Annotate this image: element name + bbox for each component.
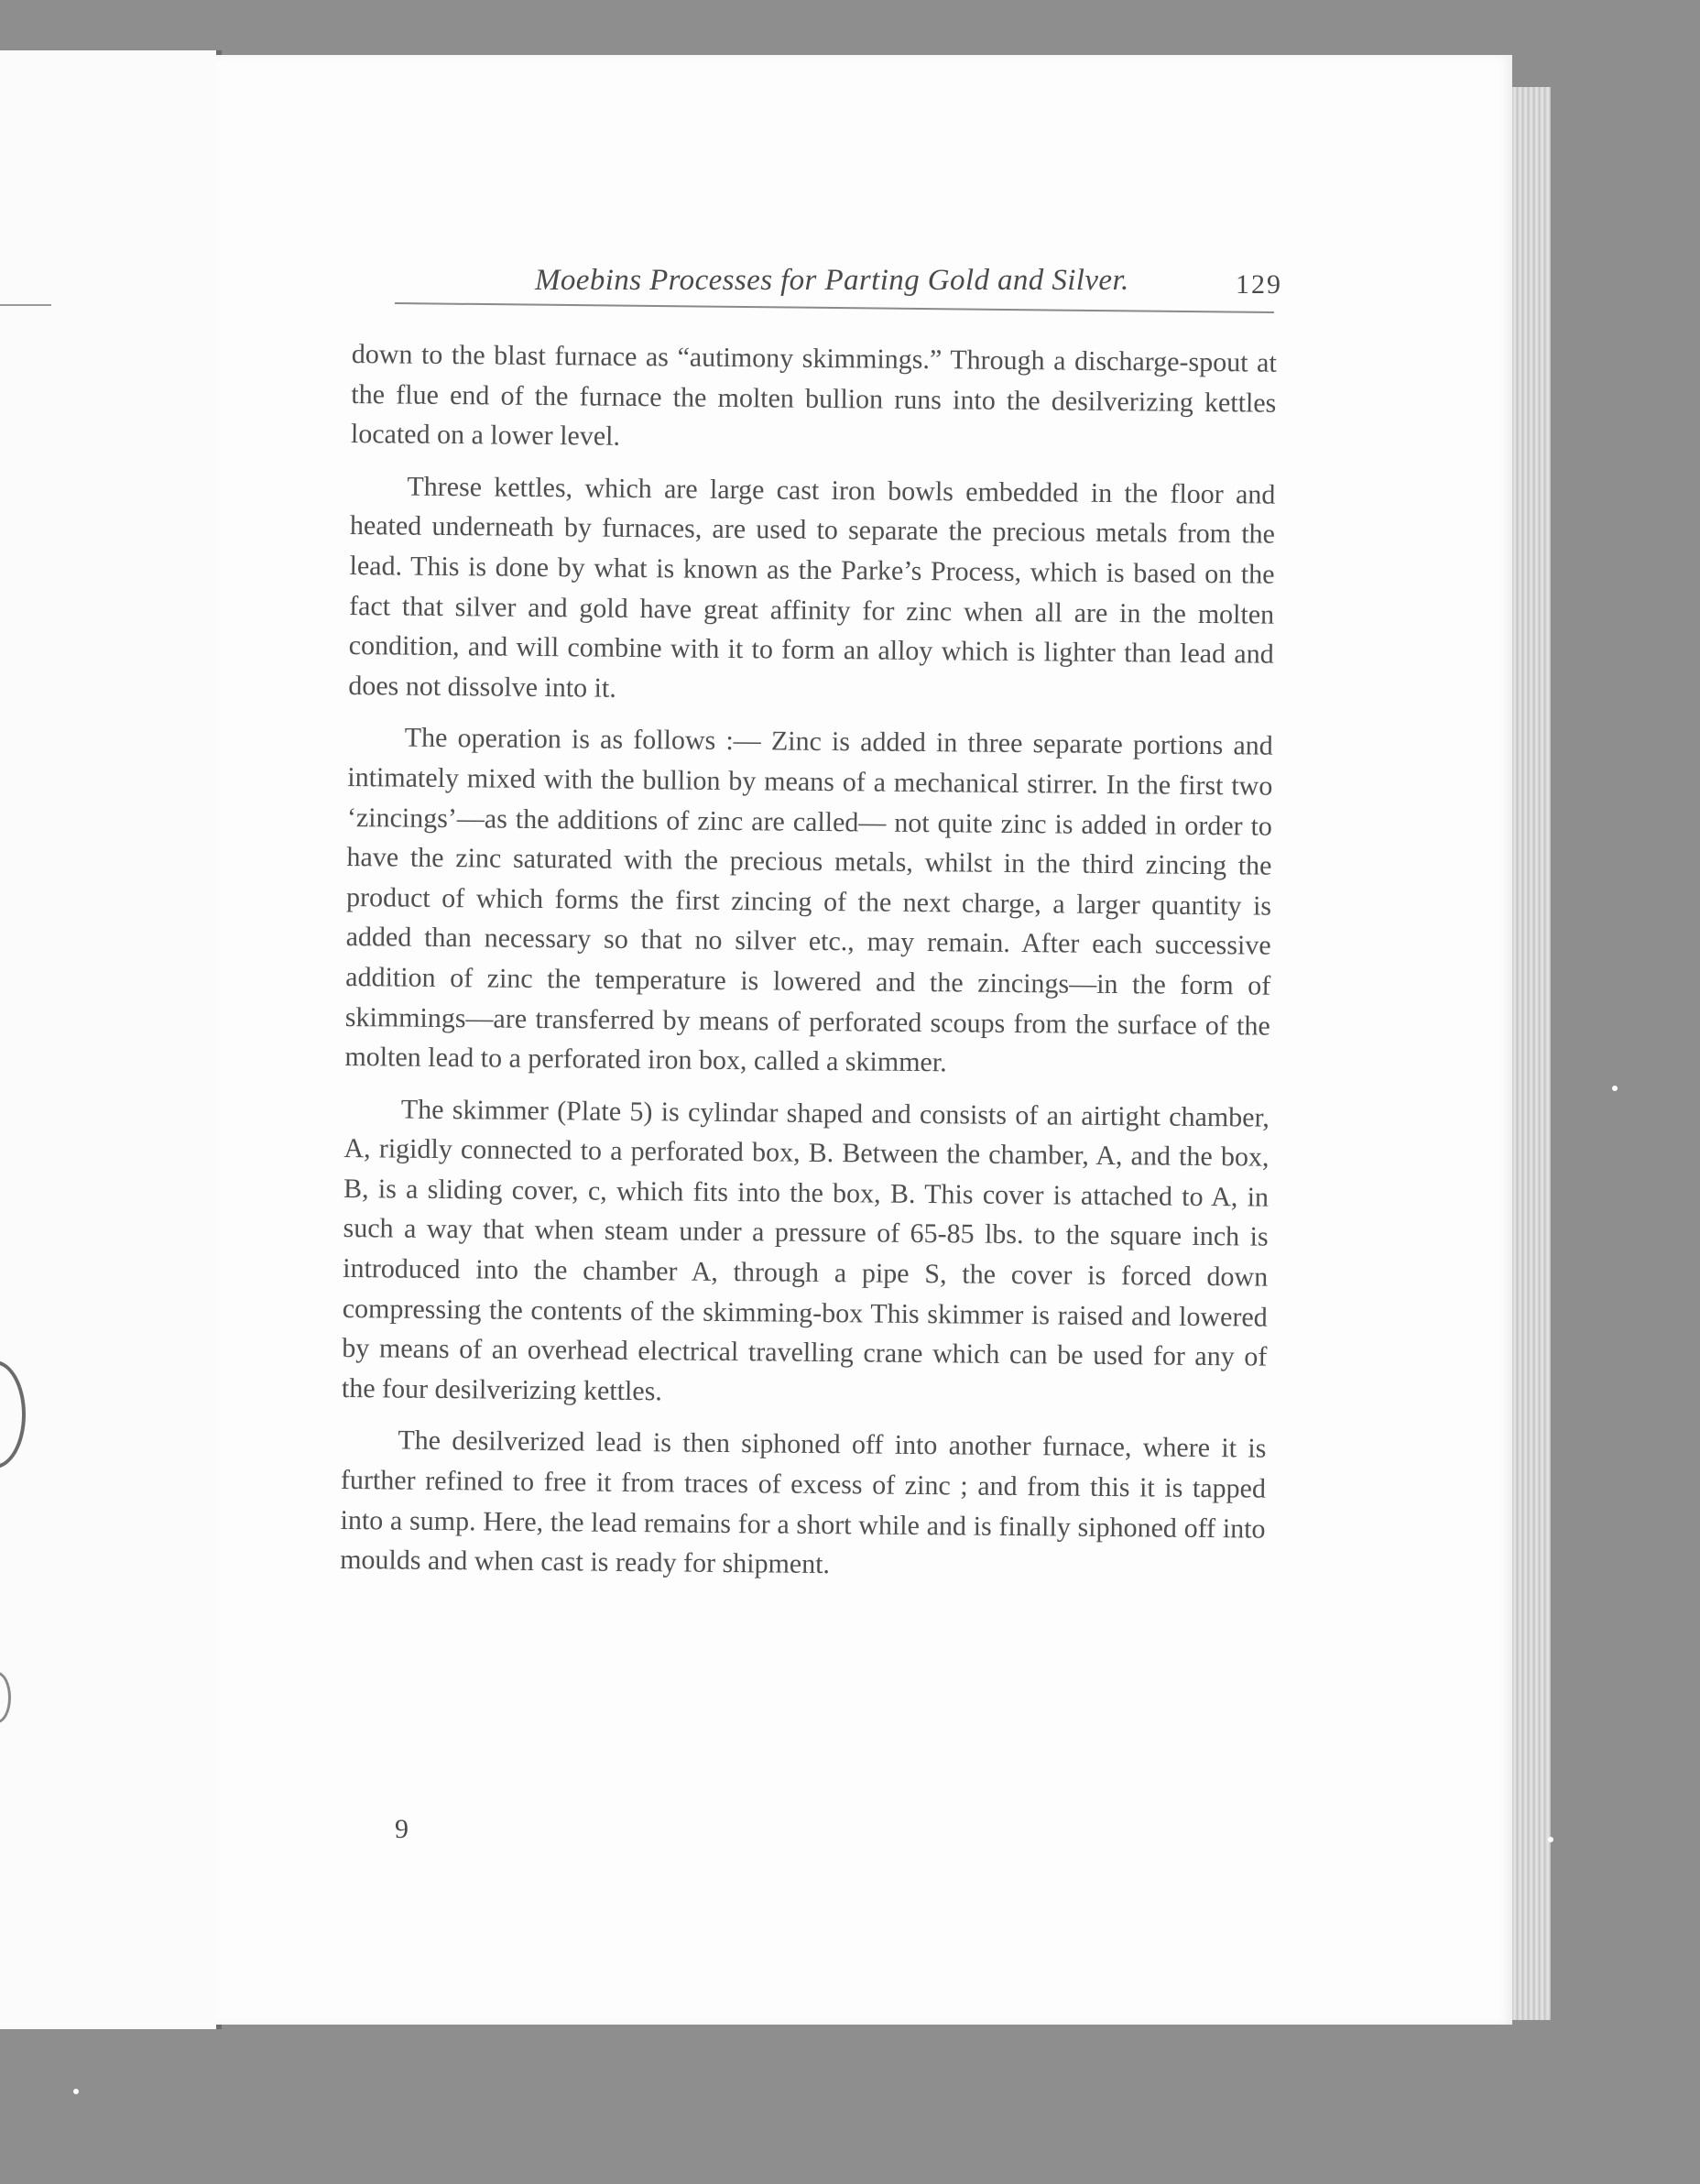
facing-page-rule [0, 304, 51, 306]
running-head [216, 258, 1512, 313]
paragraph-3: The operation is as follows :— Zinc is added in three separate portions and intimately mixed with the bullion by means of a mechanical stirrer. In the first two ‘zincings’—as the additions of zinc are called— not quite zinc is added in order to have the zinc saturated with the precious metals, whilst in the third zincing the product of which forms the first zincing of the next charge, a larger quantity is added than necessary so that no silver etc., may remain. After each successive addition of zinc the temperature is lowered and the zincings—in the form of skimmings—are transferred by means of perforated scoups from the surface of the molten lead to a perforated iron box, called a skimmer. [344, 722, 1273, 1078]
body-text [340, 334, 1277, 1600]
book-page [216, 55, 1512, 2025]
facing-page-figure-fragment-2 [0, 1672, 11, 1723]
page-number: 129 [1236, 269, 1282, 300]
paragraph-1: down to the blast furnace as “autimony skimmings.” Through a discharge-spout at the flue end of the furnace the molten bullion runs into the desilverizing kettles located on a lower level. [350, 338, 1277, 453]
paragraph-5: The desilverized lead is then siphoned off into another furnace, where it is further refined to free it from traces of excess of zinc ; and from this it is tapped into a sump. Here, the lead remains for a short while and is finally siphoned off into moulds and when cast is ready for shipment. [340, 1425, 1267, 1580]
page-edges [1512, 87, 1551, 2020]
facing-page [0, 50, 222, 2029]
signature-mark: 9 [395, 1814, 409, 1844]
dust-speck [1612, 1086, 1618, 1091]
paragraph-4: The skimmer (Plate 5) is cylindar shaped and consists of an airtight chamber, A, rigidly connected to a perforated box, B. Between the chamber, A, and the box, B, is a sliding cover, c, which fits into the box, B. This cover is attached to A, in such a way that when steam under a pressure of 65-85 lbs. to the square inch is introduced into the chamber A, through a pipe S, the cover is forced down compressing the contents of the skimming-box This skimmer is raised and lowered by means of an overhead electrical travelling crane which can be used for any of the four desilverizing kettles. [341, 1094, 1270, 1407]
dust-speck [73, 2089, 79, 2094]
paragraph-2: Threse kettles, which are large cast iron bowls embedded in the floor and heated underneath by furnaces, are used to separate the precious metals from the lead. This is done by what is known as the Parke’s Process, which is based on the fact that silver and gold have great affinity for zinc when all are in the molten condition, and will combine with it to form an alloy which is lighter than lead and does not dissolve into it. [348, 471, 1276, 704]
running-head-title: Moebins Processes for Parting Gold and Silver. [535, 264, 1129, 297]
facing-page-figure-fragment [0, 1360, 26, 1469]
dust-speck [1548, 1837, 1553, 1842]
